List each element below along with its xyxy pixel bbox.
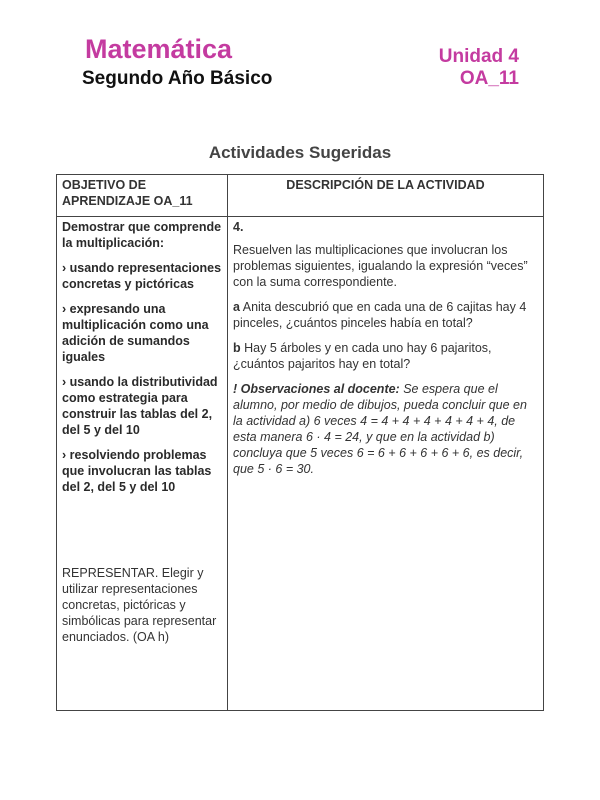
objective-bullet: › usando representaciones concretas y pictóricas <box>62 261 222 291</box>
activity-instruction: Resuelven las multiplicaciones que involucran los problemas siguientes, igualando la expresión “veces” con la suma correspondiente. <box>233 243 528 289</box>
table-row <box>57 217 544 711</box>
section-title: Actividades Sugeridas <box>208 143 392 162</box>
item-text: Anita descubrió que en cada una de 6 cajitas hay 4 pinceles, ¿cuántos pinceles había en total? <box>233 300 527 330</box>
subject-title: Matemática <box>85 34 233 64</box>
description-cell <box>228 217 544 711</box>
unit-label: Unidad 4 <box>438 46 519 67</box>
item-text: Hay 5 árboles y en cada uno hay 6 pajaritos, ¿cuántos pajaritos hay en total? <box>233 341 492 371</box>
item-label: b <box>233 341 241 355</box>
teacher-note-text: Se espera que el alumno, por medio de dibujos, pueda concluir que en la actividad a) 6 veces 4 = 4 + 4 + 4 + 4 + 4 + 4, de esta manera 6 · 4 = 24, y que en la actividad b) concluya que 5 veces 6 = 6 + 6 + 6 + 6 + 6, es decir, que 5 · 6 = 30. <box>233 382 527 476</box>
activity-item-a <box>233 299 538 331</box>
objective-bullet: › usando la distributividad como estrategia para construir las tablas del 2, del 5 y del 10 <box>62 375 218 437</box>
item-label: a <box>233 300 240 314</box>
objective-code: OA_11 <box>459 68 519 89</box>
grade-level: Segundo Año Básico <box>82 68 273 89</box>
activity-item-b <box>233 340 538 372</box>
teacher-note <box>233 381 538 477</box>
objective-bullet: › expresando una multiplicación como una adición de sumandos iguales <box>62 302 209 364</box>
table-header-row <box>57 175 544 217</box>
skill-statement: REPRESENTAR. Elegir y utilizar representaciones concretas, pictóricas y simbólicas para representar enunciados. (OA h) <box>62 566 217 644</box>
activity-number: 4. <box>233 220 244 234</box>
objective-bullet: › resolviendo problemas que involucran las tablas del 2, del 5 y del 10 <box>62 448 212 494</box>
objective-intro: Demostrar que comprende la multiplicación: <box>62 220 222 250</box>
column-header-objective: OBJETIVO DE APRENDIZAJE OA_11 <box>57 175 228 217</box>
teacher-note-label: ! Observaciones al docente: <box>233 382 400 396</box>
objective-cell <box>57 217 228 711</box>
activities-table <box>56 174 544 711</box>
column-header-description: DESCRIPCIÓN DE LA ACTIVIDAD <box>228 175 544 217</box>
